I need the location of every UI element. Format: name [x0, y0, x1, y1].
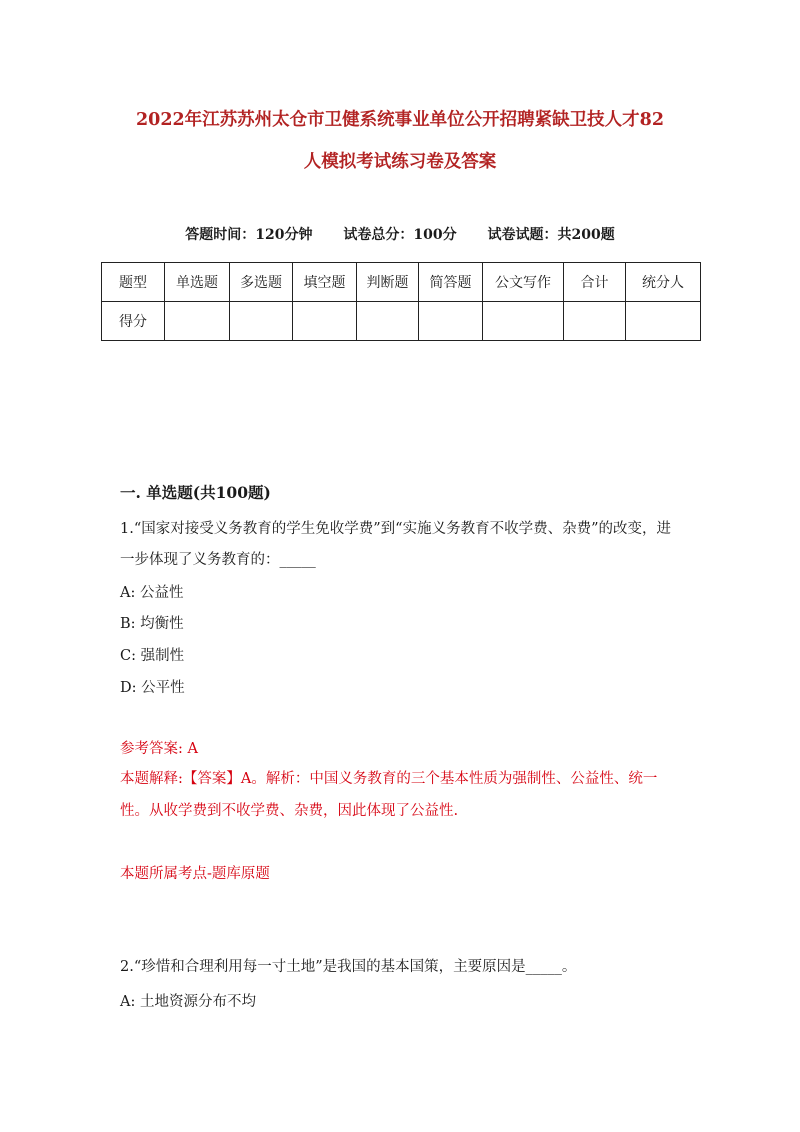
score-cell	[230, 302, 293, 341]
question-1-option-c: C: 强制性	[120, 648, 185, 664]
header-cell: 判断题	[357, 263, 419, 302]
score-table-score-row	[102, 302, 701, 341]
score-cell	[564, 302, 626, 341]
header-cell: 统分人	[626, 263, 701, 302]
score-cell	[357, 302, 419, 341]
exam-time: 答题时间：120分钟	[185, 227, 313, 243]
header-cell: 题型	[102, 263, 165, 302]
exam-question-count: 试卷试题：共200题	[487, 227, 615, 243]
score-cell	[165, 302, 230, 341]
header-cell: 多选题	[230, 263, 293, 302]
header-cell: 合计	[564, 263, 626, 302]
question-1-option-d: D: 公平性	[120, 680, 185, 696]
question-1-option-a: A: 公益性	[120, 585, 184, 601]
question-1-answer: 参考答案: A	[120, 741, 198, 757]
score-cell	[626, 302, 701, 341]
score-table-header-row	[102, 263, 701, 302]
question-1-option-b: B: 均衡性	[120, 616, 184, 632]
exam-total-score: 试卷总分：100分	[343, 227, 457, 243]
question-2-option-a: A: 土地资源分布不均	[120, 994, 256, 1010]
score-cell	[293, 302, 357, 341]
header-cell: 简答题	[419, 263, 483, 302]
header-cell: 公文写作	[483, 263, 564, 302]
exam-meta	[100, 224, 700, 244]
score-table	[101, 262, 701, 341]
section-heading: 一. 单选题(共100题)	[120, 483, 271, 502]
score-cell	[419, 302, 483, 341]
question-1-explanation: 本题解释:【答案】A。解析：中国义务教育的三个基本性质为强制性、公益性、统一性。从收学费到不收学费、杂费，因此体现了公益性.	[120, 771, 658, 819]
question-2-stem: 2.“珍惜和合理利用每一寸土地”是我国的基本国策，主要原因是_____。	[120, 959, 577, 975]
score-cell	[483, 302, 564, 341]
header-cell: 单选题	[165, 263, 230, 302]
question-1-stem: 1.“国家对接受义务教育的学生免收学费”到“实施义务教育不收学费、杂费”的改变，进一步体现了义务教育的：_____	[120, 521, 671, 568]
header-cell: 填空题	[293, 263, 357, 302]
question-1-source: 本题所属考点-题库原题	[120, 866, 270, 882]
page-title-line-2: 人模拟考试练习卷及答案	[303, 152, 497, 172]
page-title-line-1: 2022年江苏苏州太仓市卫健系统事业单位公开招聘紧缺卫技人才82	[135, 110, 665, 130]
row-label-cell: 得分	[102, 302, 165, 341]
